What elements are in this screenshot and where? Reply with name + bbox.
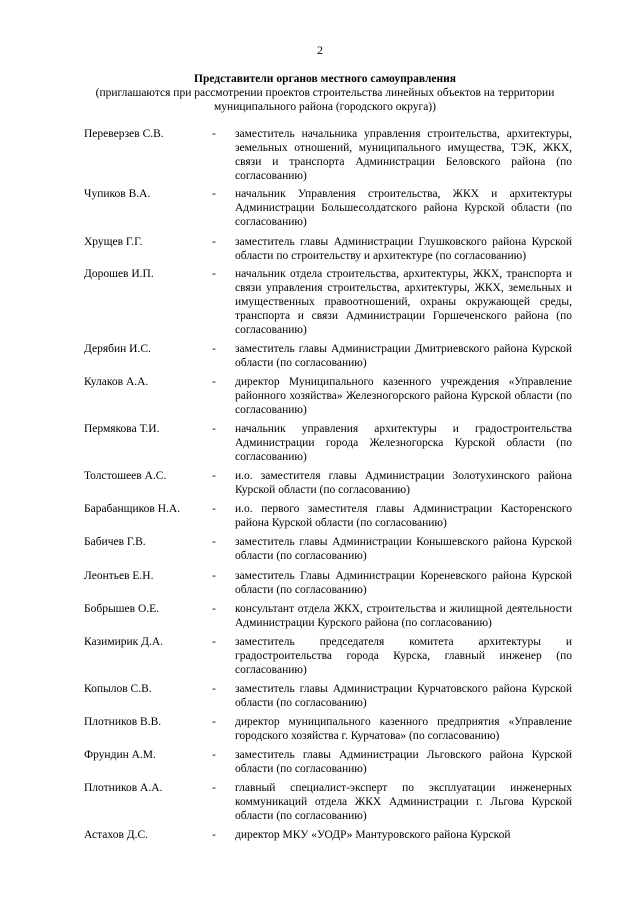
position-description: заместитель начальника управления строительства, архитектуры, земельных отношений, муниципального имущества, ТЭК, ЖКХ, связи и транспорта Администрации Беловского района (по согласованию)	[235, 128, 572, 182]
person-name: Пермякова Т.И.	[84, 423, 160, 435]
dash-separator: -	[212, 503, 216, 515]
list-item	[84, 235, 572, 263]
position-description: заместитель главы Администрации Конышевского района Курской области (по согласованию)	[235, 536, 572, 562]
dash-separator: -	[212, 603, 216, 615]
position-description: заместитель главы Администрации Льговского района Курской области (по согласованию)	[235, 749, 572, 775]
person-name: Хрущев Г.Г.	[84, 236, 143, 248]
list-item	[84, 715, 572, 743]
person-name: Дерябин И.С.	[84, 343, 151, 355]
representatives-list	[84, 127, 572, 842]
dash-separator: -	[212, 570, 216, 582]
dash-separator: -	[212, 636, 216, 648]
dash-separator: -	[212, 188, 216, 200]
position-description: директор МКУ «УОДР» Мантуровского района Курской	[235, 829, 511, 841]
person-name: Кулаков А.А.	[84, 376, 149, 388]
position-description: начальник Управления строительства, ЖКХ и архитектуры Администрации Большесолдатского района Курской области (по согласованию)	[235, 188, 572, 228]
list-item	[84, 569, 572, 597]
dash-separator: -	[212, 236, 216, 248]
dash-separator: -	[212, 423, 216, 435]
person-name: Толстошеев А.С.	[84, 470, 167, 482]
position-description: начальник управления архитектуры и градостроительства Администрации города Железногорска Курской области (по согласованию)	[235, 423, 572, 463]
section-title: Представители органов местного самоуправления	[194, 73, 456, 85]
list-item	[84, 602, 572, 630]
person-name: Бабичев Г.В.	[84, 536, 146, 548]
position-description: консультант отдела ЖКХ, строительства и жилищной деятельности Администрации Курского района (по согласованию)	[235, 603, 572, 629]
person-name: Фрундин А.М.	[84, 749, 156, 761]
dash-separator: -	[212, 128, 216, 140]
person-name: Плотников А.А.	[84, 782, 163, 794]
list-item	[84, 828, 572, 842]
list-item	[84, 267, 572, 337]
section-subtitle: (приглашаются при рассмотрении проектов строительства линейных объектов на территории муниципального района (городского округа))	[95, 87, 555, 113]
list-item	[84, 342, 572, 370]
dash-separator: -	[212, 268, 216, 280]
page-number: 2	[317, 43, 323, 57]
position-description: и.о. заместителя главы Администрации Золотухинского района Курской области (по согласованию)	[235, 470, 572, 496]
person-name: Дорошев И.П.	[84, 268, 154, 280]
position-description: заместитель главы Администрации Курчатовского района Курской области (по согласованию)	[235, 683, 572, 709]
person-name: Барабанщиков Н.А.	[84, 503, 181, 515]
list-item	[84, 375, 572, 417]
position-description: и.о. первого заместителя главы Администрации Касторенского района Курской области (по согласованию)	[235, 503, 572, 529]
list-item	[84, 781, 572, 823]
dash-separator: -	[212, 376, 216, 388]
list-item	[84, 422, 572, 464]
person-name: Копылов С.В.	[84, 683, 152, 695]
position-description: директор муниципального казенного предприятия «Управление городского хозяйства г. Курчатова» (по согласованию)	[235, 716, 572, 742]
position-description: заместитель главы Администрации Глушковского района Курской области по строительству и архитектуре (по согласованию)	[235, 236, 572, 262]
dash-separator: -	[212, 536, 216, 548]
list-item	[84, 748, 572, 776]
position-description: директор Муниципального казенного учреждения «Управление районного хозяйства» Железногорского района Курской области (по согласованию)	[235, 376, 572, 416]
position-description: главный специалист-эксперт по эксплуатации инженерных коммуникаций отдела ЖКХ Администрации г. Льгова Курской области (по согласованию)	[235, 782, 572, 822]
dash-separator: -	[212, 716, 216, 728]
person-name: Бобрышев О.Е.	[84, 603, 160, 615]
dash-separator: -	[212, 782, 216, 794]
list-item	[84, 127, 572, 183]
list-item	[84, 682, 572, 710]
list-item	[84, 535, 572, 563]
section-header	[90, 72, 560, 114]
list-item	[84, 187, 572, 229]
person-name: Переверзев С.В.	[84, 128, 164, 140]
person-name: Казимирик Д.А.	[84, 636, 164, 648]
person-name: Чупиков В.А.	[84, 188, 151, 200]
list-item	[84, 635, 572, 677]
dash-separator: -	[212, 470, 216, 482]
position-description: заместитель Главы Администрации Кореневского района Курской области (по согласованию)	[235, 570, 572, 596]
list-item	[84, 502, 572, 530]
position-description: начальник отдела строительства, архитектуры, ЖКХ, транспорта и связи управления строительства, архитектуры, ЖКХ, земельных и имущественных правоотношений, охраны окружающей среды, транспорта и связи Администрации Горшеченского района (по согласованию)	[235, 268, 572, 336]
dash-separator: -	[212, 683, 216, 695]
dash-separator: -	[212, 343, 216, 355]
position-description: заместитель главы Администрации Дмитриевского района Курской области (по согласованию)	[235, 343, 572, 369]
person-name: Леонтьев Е.Н.	[84, 570, 154, 582]
dash-separator: -	[212, 829, 216, 841]
person-name: Астахов Д.С.	[84, 829, 149, 841]
position-description: заместитель председателя комитета архитектуры и градостроительства города Курска, главный инженер (по согласованию)	[235, 636, 572, 676]
person-name: Плотников В.В.	[84, 716, 162, 728]
dash-separator: -	[212, 749, 216, 761]
list-item	[84, 469, 572, 497]
